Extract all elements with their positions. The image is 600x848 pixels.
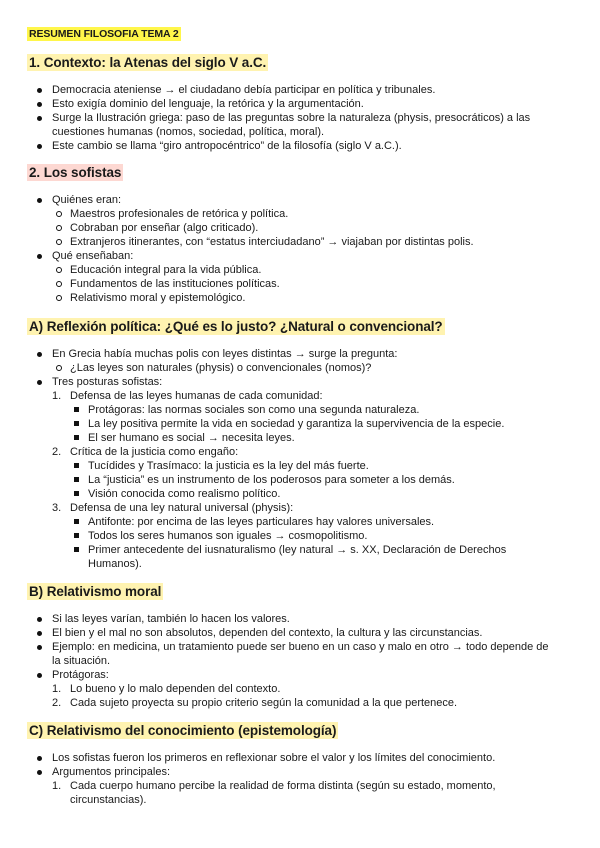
list-item: Este cambio se llama “giro antropocéntrico” de la filosofía (siglo V a.C.).: [0, 139, 600, 153]
list-item: Qué enseñaban:: [0, 249, 600, 263]
section-c-heading: C) Relativismo del conocimiento (epistemología): [29, 723, 337, 738]
item-number: 1.: [52, 683, 62, 695]
numbered-item: [0, 779, 600, 807]
sub-list-item: ¿Las leyes son naturales (physis) o convencionales (nomos)?: [0, 361, 600, 375]
list-item: Esto exigía dominio del lenguaje, la retórica y la argumentación.: [0, 97, 600, 111]
sub-sub-list-item: Primer antecedente del iusnaturalismo (ley natural → s. XX, Declaración de Derechos Humanos).: [0, 543, 600, 571]
list-item: Tres posturas sofistas:: [0, 375, 600, 389]
list-item: Protágoras:: [0, 668, 600, 682]
sub-list-item: Cobraban por enseñar (algo criticado).: [0, 221, 600, 235]
item-number: 2.: [52, 697, 62, 709]
numbered-item: [0, 696, 600, 710]
section-c-list: [0, 751, 600, 807]
sub-list-item: Maestros profesionales de retórica y política.: [0, 207, 600, 221]
document-title: RESUMEN FILOSOFIA TEMA 2: [29, 28, 179, 40]
sub-sub-list-item: El ser humano es social → necesita leyes.: [0, 431, 600, 445]
numbered-item: [0, 445, 600, 459]
sub-sub-list-item: La “justicia” es un instrumento de los poderosos para someter a los demás.: [0, 473, 600, 487]
numbered-item: [0, 501, 600, 515]
numbered-item-text: Lo bueno y lo malo dependen del contexto.: [70, 683, 281, 695]
sub-sub-list-item: Todos los seres humanos son iguales → cosmopolitismo.: [0, 529, 600, 543]
numbered-item-label: Crítica de la justicia como engaño:: [70, 446, 239, 458]
section-a-list: [0, 347, 600, 571]
numbered-item: [0, 682, 600, 696]
section-2-heading: 2. Los sofistas: [29, 165, 122, 180]
list-item: El bien y el mal no son absolutos, dependen del contexto, la cultura y las circunstancias.: [0, 626, 600, 640]
sub-list-item: Fundamentos de las instituciones políticas.: [0, 277, 600, 291]
sub-sub-list-item: Tucídides y Trasímaco: la justicia es la ley del más fuerte.: [0, 459, 600, 473]
sub-list-item: Relativismo moral y epistemológico.: [0, 291, 600, 305]
section-1-list: [0, 83, 600, 153]
sub-sub-list-item: La ley positiva permite la vida en sociedad y garantiza la supervivencia de la especie.: [0, 417, 600, 431]
numbered-item-text: Cada sujeto proyecta su propio criterio según la comunidad a la que pertenece.: [70, 697, 458, 709]
numbered-item-label: Defensa de las leyes humanas de cada comunidad:: [70, 390, 323, 402]
sub-list-item: Extranjeros itinerantes, con “estatus interciudadano” → viajaban por distintas polis.: [0, 235, 600, 249]
list-item: Quiénes eran:: [0, 193, 600, 207]
sub-list-item: Educación integral para la vida pública.: [0, 263, 600, 277]
sub-sub-list-item: Antifonte: por encima de las leyes particulares hay valores universales.: [0, 515, 600, 529]
section-a-heading: A) Reflexión política: ¿Qué es lo justo? ¿Natural o convencional?: [29, 319, 443, 334]
list-item: Los sofistas fueron los primeros en reflexionar sobre el valor y los límites del conocimiento.: [0, 751, 600, 765]
item-number: 1.: [52, 780, 62, 792]
numbered-item: [0, 389, 600, 403]
numbered-item-label: Defensa de una ley natural universal (physis):: [70, 502, 294, 514]
sub-sub-list-item: Protágoras: las normas sociales son como una segunda naturaleza.: [0, 403, 600, 417]
section-b-list: [0, 612, 600, 710]
section-1-heading: 1. Contexto: la Atenas del siglo V a.C.: [29, 55, 267, 70]
numbered-item-text: Cada cuerpo humano percibe la realidad de forma distinta (según su estado, momento, circunstancias).: [70, 780, 496, 806]
list-item: En Grecia había muchas polis con leyes distintas → surge la pregunta:: [0, 347, 600, 361]
item-number: 2.: [52, 446, 62, 458]
list-item: Ejemplo: en medicina, un tratamiento puede ser bueno en un caso y malo en otro → todo depende de la situación.: [0, 640, 600, 668]
section-b-heading: B) Relativismo moral: [29, 584, 162, 599]
section-2-list: [0, 193, 600, 305]
item-number: 3.: [52, 502, 62, 514]
list-item: Argumentos principales:: [0, 765, 600, 779]
sub-sub-list-item: Visión conocida como realismo político.: [0, 487, 600, 501]
list-item: Si las leyes varían, también lo hacen los valores.: [0, 612, 600, 626]
item-number: 1.: [52, 390, 62, 402]
list-item: Surge la Ilustración griega: paso de las preguntas sobre la naturaleza (physis, presocráticos) a las cuestiones humanas (nomos, sociedad, política, moral).: [0, 111, 600, 139]
list-item: Democracia ateniense → el ciudadano debía participar en política y tribunales.: [0, 83, 600, 97]
